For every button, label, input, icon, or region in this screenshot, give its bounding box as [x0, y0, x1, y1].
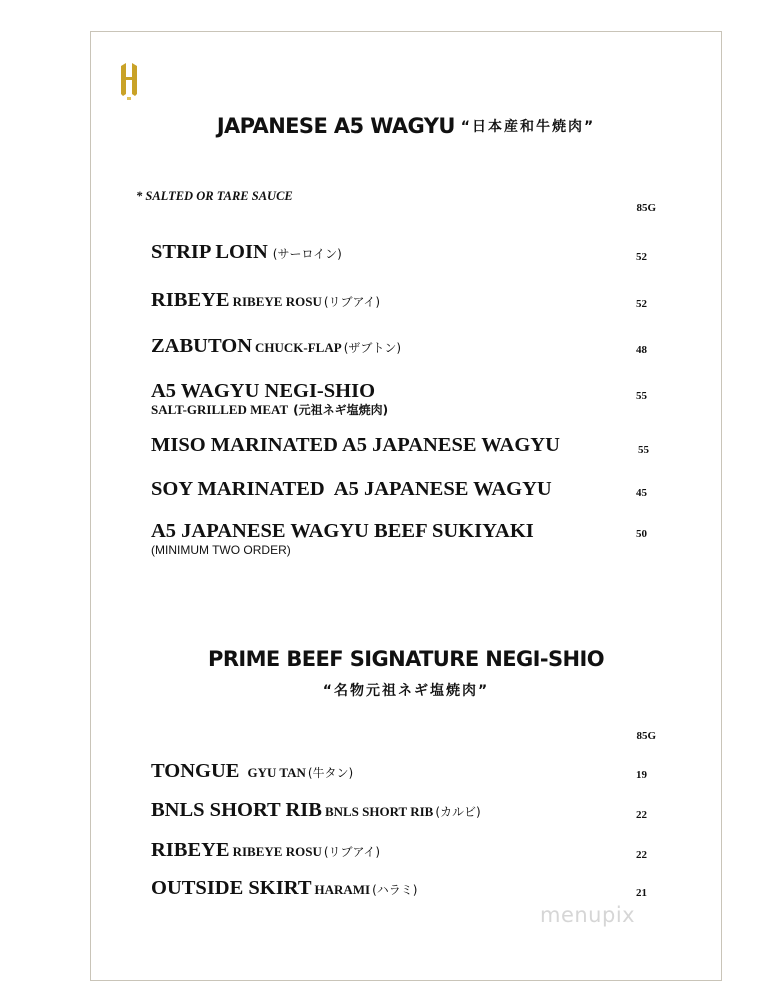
- menu-item-bnls-short-rib: [151, 799, 621, 822]
- item-name: RIBEYE: [151, 839, 230, 861]
- item-name: SOY MARINATED A5 JAPANESE WAGYU: [151, 478, 552, 500]
- menu-item-soy-marinated: [151, 478, 621, 501]
- item-jp-name: (ザブトン): [343, 341, 402, 355]
- item-jp-name: (リブアイ): [323, 845, 381, 859]
- section-title-a5-wagyu: [90, 114, 722, 138]
- menu-item-sukiyaki: [151, 519, 621, 557]
- menu-item-ribeye-prime: [151, 839, 621, 862]
- brand-logo-icon: [118, 60, 140, 100]
- item-name: ZABUTON: [151, 335, 253, 357]
- item-price: 22: [636, 849, 647, 861]
- menu-item-strip-loin: [151, 241, 621, 264]
- item-jp-name: (カルビ): [435, 805, 481, 819]
- item-alt-name: RIBEYE ROSU: [232, 294, 322, 309]
- item-name: OUTSIDE SKIRT: [151, 877, 312, 899]
- menu-item-zabuton: [151, 335, 621, 358]
- item-name: A5 JAPANESE WAGYU BEEF SUKIYAKI: [151, 520, 534, 542]
- item-jp-name: (牛タン): [307, 766, 354, 780]
- item-price: 45: [636, 487, 647, 499]
- item-subtitle: (MINIMUM TWO ORDER): [151, 543, 291, 557]
- menu-item-tongue: [151, 760, 621, 783]
- item-sub-jp: (元祖ネギ塩焼肉): [293, 403, 389, 417]
- item-price: 21: [636, 887, 647, 899]
- sauce-note: * SALTED OR TARE SAUCE: [136, 189, 293, 203]
- item-alt-name: GYU TAN: [247, 765, 306, 780]
- item-name: BNLS SHORT RIB: [151, 799, 322, 821]
- item-name: RIBEYE: [151, 289, 230, 311]
- item-alt-name: HARAMI: [314, 882, 371, 897]
- item-price: 50: [636, 528, 647, 540]
- menu-item-a5-negi-shio: [151, 380, 621, 418]
- section-title-prime-beef: PRIME BEEF SIGNATURE NEGI-SHIO: [208, 647, 604, 671]
- menu-item-outside-skirt: [151, 877, 621, 900]
- item-jp-name: (ハラミ): [372, 883, 418, 897]
- item-name: TONGUE: [151, 760, 240, 782]
- weight-header: 85G: [636, 730, 656, 742]
- item-name: STRIP LOIN: [151, 241, 268, 263]
- item-price: 55: [636, 390, 647, 402]
- item-subtitle: [151, 402, 621, 418]
- item-name: A5 WAGYU NEGI-SHIO: [151, 380, 376, 402]
- menu-item-ribeye: [151, 289, 621, 312]
- weight-header: 85G: [636, 202, 656, 214]
- item-alt-name: BNLS SHORT RIB: [324, 804, 434, 819]
- section-title-jp: “日本産和牛焼肉”: [460, 119, 596, 135]
- item-price: 19: [636, 769, 647, 781]
- item-alt-name: RIBEYE ROSU: [232, 844, 322, 859]
- section-title-text: JAPANESE A5 WAGYU: [216, 114, 455, 138]
- menu-item-miso-marinated: [151, 434, 621, 457]
- item-name: MISO MARINATED A5 JAPANESE WAGYU: [151, 434, 560, 456]
- item-alt-name: CHUCK-FLAP: [255, 340, 342, 355]
- item-sub-en: SALT-GRILLED MEAT: [151, 402, 288, 417]
- item-price: 52: [636, 251, 647, 263]
- menupix-watermark: menupix: [540, 903, 636, 927]
- item-price: 55: [638, 444, 649, 456]
- item-jp-name: (サーロイン): [272, 247, 342, 261]
- item-price: 22: [636, 809, 647, 821]
- item-price: 48: [636, 344, 647, 356]
- section-title-jp: “名物元祖ネギ塩焼肉”: [322, 683, 490, 699]
- item-jp-name: (リブアイ): [323, 295, 381, 309]
- item-price: 52: [636, 298, 647, 310]
